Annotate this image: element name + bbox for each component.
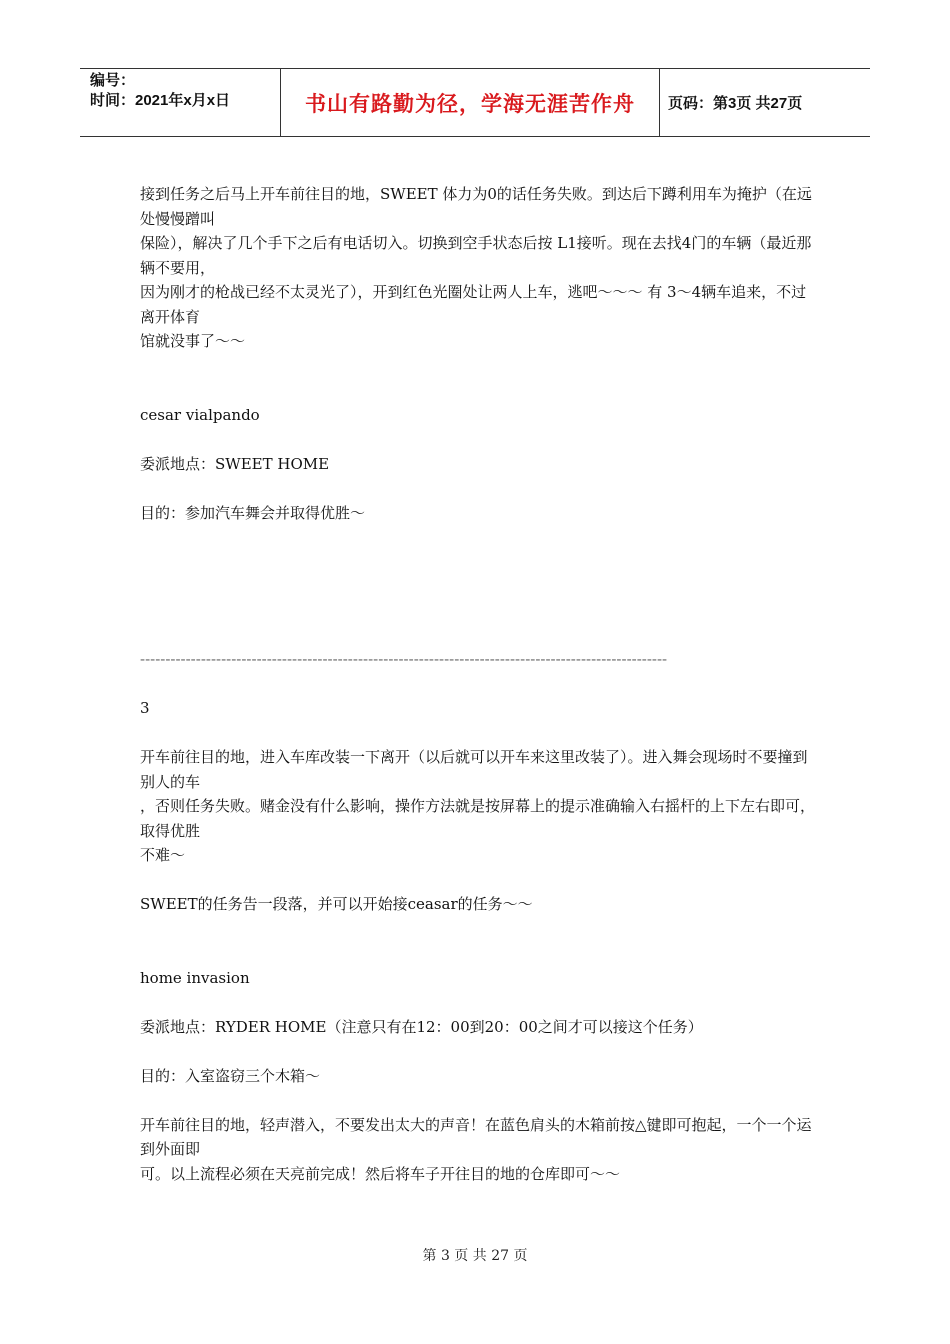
- paragraph-sweet-end: SWEET的任务告一段落，并可以开始接ceasar的任务～～: [140, 895, 533, 913]
- header-info-cell: [80, 69, 281, 136]
- mission-location-home-invasion: 委派地点：RYDER HOME（注意只有在12：00到20：00之间才可以接这个任务）: [140, 1017, 703, 1036]
- header-motto: 书山有路勤为径，学海无涯苦作舟: [281, 69, 660, 136]
- mission-goal-cesar: 目的：参加汽车舞会并取得优胜～: [140, 503, 366, 522]
- paragraph-home-invasion: 开车前往目的地，轻声潜入，不要发出太大的声音！在蓝色肩头的木箱前按△键即可抱起，一个一个运到外面即 可。以上流程必须在天亮前完成！然后将车子开往目的地的仓库即可～～: [140, 1115, 812, 1183]
- mission-title-cesar: cesar vialpando: [140, 405, 260, 424]
- mission-location-cesar: 委派地点：SWEET HOME: [140, 454, 330, 473]
- mission-goal-home-invasion: 目的：入室盗窃三个木箱～: [140, 1066, 321, 1085]
- number-label: 编号：: [90, 72, 136, 89]
- section-divider: --------------------------------------------------------------------------------------------------------: [140, 650, 668, 668]
- paragraph-intro: 接到任务之后马上开车前往目的地，SWEET 体力为0的话任务失败。到达后下蹲利用车为掩护（在远处慢慢蹭叫 保险），解决了几个手下之后有电话切入。切换到空手状态后按 L1接听。现在去找4门的车辆（最近那辆不要用， 因为刚才的枪战已经不太灵光了），开到红色光圈处让两人上车，逃吧～～～ 有 3～4辆车追来，不过离开体育 馆就没事了～～: [140, 185, 812, 350]
- document-body: [140, 182, 815, 1186]
- mission-title-home-invasion: home invasion: [140, 968, 250, 987]
- header-page-label: 页码：第3页 共27页: [668, 95, 803, 112]
- section-number: 3: [140, 699, 150, 717]
- paragraph-dance: 开车前往目的地，进入车库改装一下离开（以后就可以开车来这里改装了）。进入舞会现场时不要撞到别人的车 ，否则任务失败。赌金没有什么影响，操作方法就是按屏幕上的提示准确输入右摇杆的上下左右即可，取得优胜 不难～: [140, 748, 816, 864]
- page-footer: 第 3 页 共 27 页: [422, 1248, 528, 1264]
- page-header: [80, 68, 870, 137]
- time-label: 时间：2021年x月x日: [90, 92, 231, 109]
